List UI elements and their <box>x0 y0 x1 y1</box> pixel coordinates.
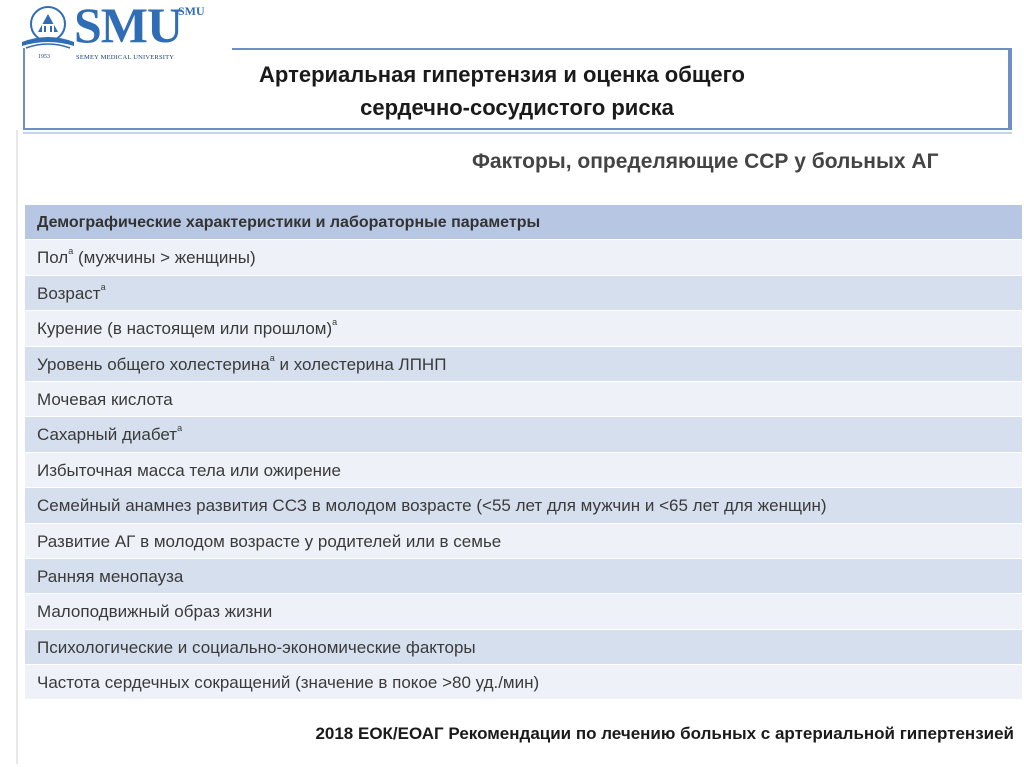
title-frame-top-border <box>232 48 1008 50</box>
table-row-footnote-mark: а <box>332 317 338 328</box>
risk-factors-table <box>25 205 1022 700</box>
table-row-text: Ранняя менопауза <box>37 566 184 586</box>
table-row-text: Возраст <box>37 283 101 303</box>
table-row-footnote-mark: а <box>100 281 106 292</box>
table-row <box>25 382 1022 417</box>
logo-year: 1953 <box>38 54 50 60</box>
logo-university-name: SEMEY MEDICAL UNIVERSITY <box>76 54 175 61</box>
table-row-text: Развитие АГ в молодом возрасте у родителей или в семье <box>37 531 502 551</box>
table-row-text: Мочевая кислота <box>37 389 173 409</box>
table-row-footnote-mark: а <box>269 352 275 363</box>
title-frame-shadow <box>23 132 1012 134</box>
table-row-text: Курение (в настоящем или прошлом) <box>37 319 333 339</box>
table-row-text: Сахарный диабет <box>37 425 178 445</box>
table-header: Демографические характеристики и лабораторные параметры <box>25 205 1022 240</box>
table-row-text: Избыточная масса тела или ожирение <box>37 460 341 480</box>
table-body <box>25 240 1022 700</box>
table-row-text: Малоподвижный образ жизни <box>37 602 273 622</box>
table-row <box>25 453 1022 488</box>
table-row-text: Частота сердечных сокращений (значение в покое >80 уд./мин) <box>37 673 540 693</box>
table-row <box>25 594 1022 629</box>
table-row <box>25 524 1022 559</box>
table-row <box>25 240 1022 275</box>
table-row <box>25 488 1022 523</box>
table-row <box>25 417 1022 452</box>
logo-wordmark: SMU <box>74 0 183 53</box>
table-row-text: Пол <box>37 248 69 268</box>
table-row-text: Уровень общего холестерина <box>37 354 270 374</box>
table-row-text: Психологические и социально-экономические факторы <box>37 637 476 657</box>
table-row-footnote-mark: а <box>68 246 74 257</box>
table-row-text: Семейный анамнез развития ССЗ в молодом возрасте (<55 лет для мужчин и <65 лет для женщин) <box>37 496 827 516</box>
table-row <box>25 559 1022 594</box>
table-subtitle: Факторы, определяющие ССР у больных АГ <box>472 150 939 173</box>
table-row <box>25 276 1022 311</box>
page-title <box>0 58 1024 124</box>
table-row-text-continued: (мужчины > женщины) <box>73 248 256 268</box>
footer-citation: 2018 ЕОК/ЕОАГ Рекомендации по лечению больных с артериальной гипертензией <box>315 724 1014 743</box>
logo-superscript: SMU <box>178 4 205 18</box>
table-row <box>25 311 1022 346</box>
page-title-line-2: сердечно-сосудистого риска <box>360 95 674 120</box>
page-title-line-1: Артериальная гипертензия и оценка общего <box>259 62 745 87</box>
table-row-text-continued: и холестерина ЛПНП <box>274 354 447 374</box>
table-row-footnote-mark: а <box>177 423 183 434</box>
table-row <box>25 347 1022 382</box>
table-row <box>25 630 1022 665</box>
table-row <box>25 665 1022 700</box>
left-divider <box>16 130 18 764</box>
